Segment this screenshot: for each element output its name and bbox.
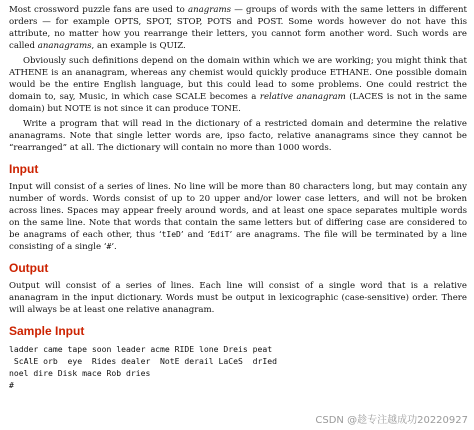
watermark: CSDN @趁专注越成功20220927	[315, 415, 468, 426]
emphasis-ananagrams: ananagrams	[37, 41, 92, 51]
sample-input-line: noel dire Disk mace Rob dries	[9, 368, 151, 378]
sample-input-heading: Sample Input	[9, 324, 85, 338]
code-tied: tIeD	[161, 230, 181, 239]
intro-paragraph-3: Write a program that will read in the dictionary of a restricted domain and determine the relative ananagrams. Note that single letter words are, ipso facto, relative ananagrams since they cannot be “rearranged” at all. The dictionary will contain no more than 1000 words.	[9, 119, 467, 153]
sample-input-block	[9, 343, 467, 391]
emphasis-anagrams: anagrams	[187, 5, 232, 15]
code-hash: #	[106, 242, 112, 251]
intro-paragraph-1: Most crossword puzzle fans are used to anagrams — groups of words with the same letters in different orders — for example OPTS, SPOT, STOP, POTS and POST. Some words however do not have this attribute, no matter how you rearrange their letters, you cannot form another word. Such words are called ananagrams, an example is QUIZ.	[9, 5, 467, 51]
sample-input-line: ladder came tape soon leader acme RIDE lone Dreis peat	[9, 344, 273, 354]
sample-input-line: #	[9, 380, 14, 390]
intro-paragraph-2: Obviously such definitions depend on the domain within which we are working; you might think that ATHENE is an ananagram, whereas any chemist would quickly produce ETHANE. One possible domain would be the entire English language, but this could lead to some problems. One could restrict the domain to, say, Music, in which case SCALE becomes a relative ananagram (LACES is not in the same domain) but NOTE is not since it can produce TONE.	[9, 56, 467, 114]
input-heading: Input	[9, 162, 39, 176]
problem-document	[9, 4, 467, 391]
emphasis-relative-ananagram: relative ananagram	[259, 92, 346, 102]
code-edit: EdiT	[210, 230, 230, 239]
input-description: Input will consist of a series of lines. No line will be more than 80 characters long, but may contain any number of words. Words consist of up to 20 upper and/or lower case letters, and will not be broken across lines. Spaces may appear freely around words, and at least one space separates multiple words on the same line. Note that words that contain the same letters but of differing case are considered to be anagrams of each other, thus ‘tIeD’ and ‘EdiT’ are anagrams. The file will be terminated by a line consisting of a single ‘#’.	[9, 182, 467, 252]
output-description: Output will consist of a series of lines. Each line will consist of a single word that is a relative ananagram in the input dictionary. Words must be output in lexicographic (case-sensitive) order. There will always be at least one relative ananagram.	[9, 281, 467, 315]
output-heading: Output	[9, 261, 49, 275]
sample-input-line: ScAlE orb eye Rides dealer NotE derail LaCeS drIed	[9, 356, 278, 366]
